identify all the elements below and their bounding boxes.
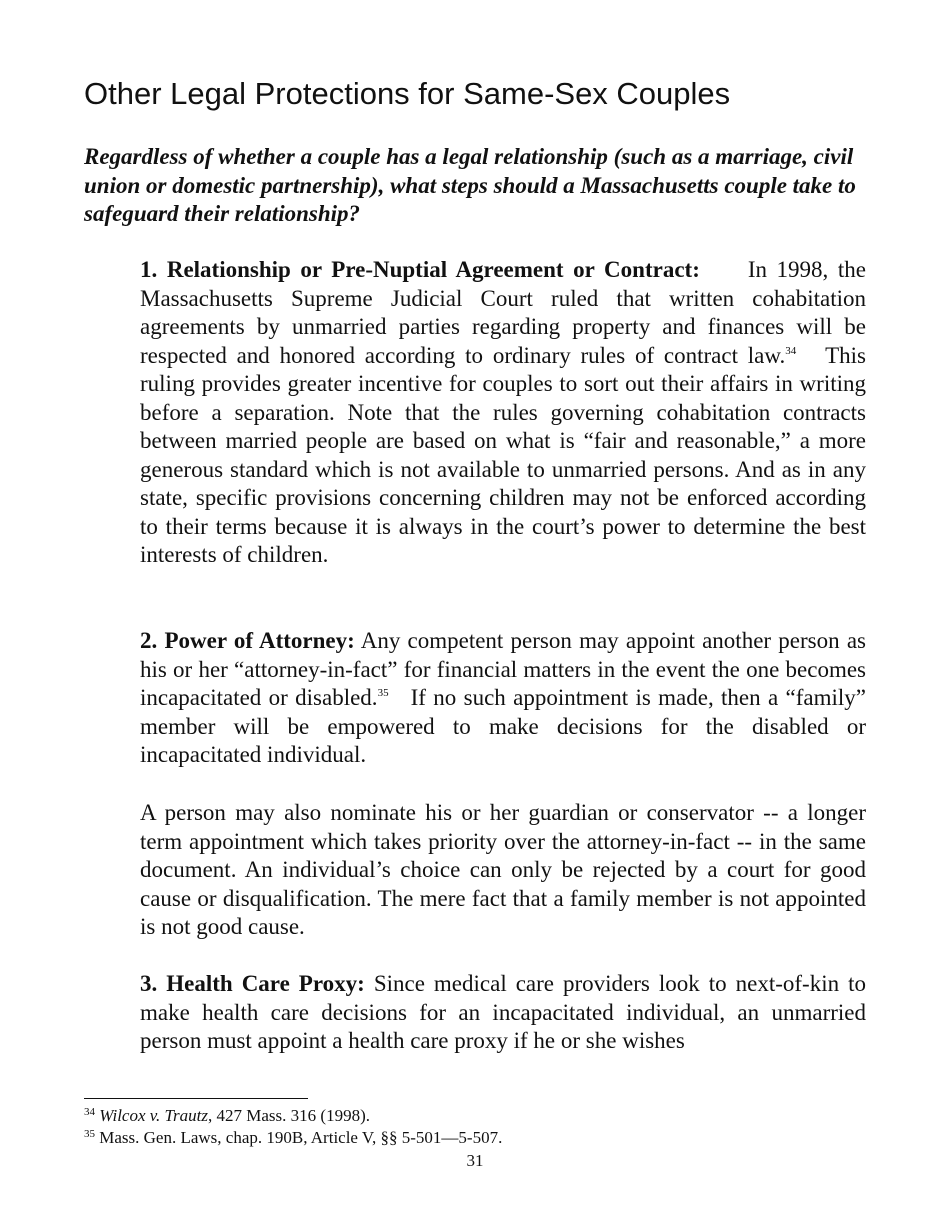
footnote-citation: , 427 Mass. 316 (1998). (208, 1106, 370, 1125)
section-text: Any competent person may appoint another person as his or her “attorney-in-fact” for financial matters in the event the one becomes incapacitated or disabled. (140, 628, 866, 710)
case-name: Wilcox v. Trautz (99, 1106, 209, 1125)
section-text: This ruling provides greater incentive for couples to sort out their affairs in writing before a separation. Note that the rules governing cohabitation contracts between married people are based on what is “fair and reasonable,” a more generous standard which is not available to unmarried persons. And as in any state, specific provisions concerning children may not be enforced according to their terms because it is always in the court’s power to determine the best interests of children. (140, 342, 866, 567)
footnote-reference[interactable]: 34 (785, 344, 797, 357)
intro-question: Regardless of whether a couple has a legal relationship (such as a marriage, civil union or domestic partnership), what steps should a Massachusetts couple take to safeguard their relationship? (84, 144, 856, 226)
page-number: 31 (466, 1151, 484, 1170)
section-power-of-attorney (140, 627, 866, 770)
section-text: If no such appointment is made, then a “family” member will be empowered to make decisions for the disabled or incapacitated individual. (140, 685, 866, 767)
section-heading: 3. Health Care Proxy: (140, 971, 365, 996)
section-heading: 1. Relationship or Pre-Nuptial Agreement or Contract: (140, 257, 700, 282)
section-text: In 1998, the Massachusetts Supreme Judicial Court ruled that written cohabitation agreements by unmarried parties regarding property and finances will be respected and honored according to ordinary rules of contract law. (140, 257, 866, 368)
footnote-divider (84, 1098, 308, 1099)
section-health-care-proxy (140, 970, 866, 1056)
footnote-text: Mass. Gen. Laws, chap. 190B, Article V, §§ 5-501—5-507. (99, 1128, 503, 1147)
section-guardian-nomination (140, 799, 866, 942)
section-text: Since medical care providers look to next-of-kin to make health care decisions for an incapacitated individual, an unmarried person must appoint a health care proxy if he or she wishes (140, 971, 866, 1053)
section-heading: 2. Power of Attorney: (140, 628, 355, 653)
footnote-35 (84, 1127, 884, 1149)
footnote-number: 34 (84, 1106, 95, 1118)
footnotes (84, 1105, 884, 1149)
footnote-34 (84, 1105, 884, 1127)
page-title: Other Legal Protections for Same-Sex Couples (84, 76, 731, 111)
section-text: A person may also nominate his or her guardian or conservator -- a longer term appointment which takes priority over the attorney-in-fact -- in the same document. An individual’s choice can only be rejected by a court for good cause or disqualification. The mere fact that a family member is not appointed is not good cause. (140, 800, 866, 939)
footnote-reference[interactable]: 35 (377, 687, 389, 699)
section-relationship-agreement (140, 256, 866, 570)
footnote-number: 35 (84, 1128, 95, 1140)
